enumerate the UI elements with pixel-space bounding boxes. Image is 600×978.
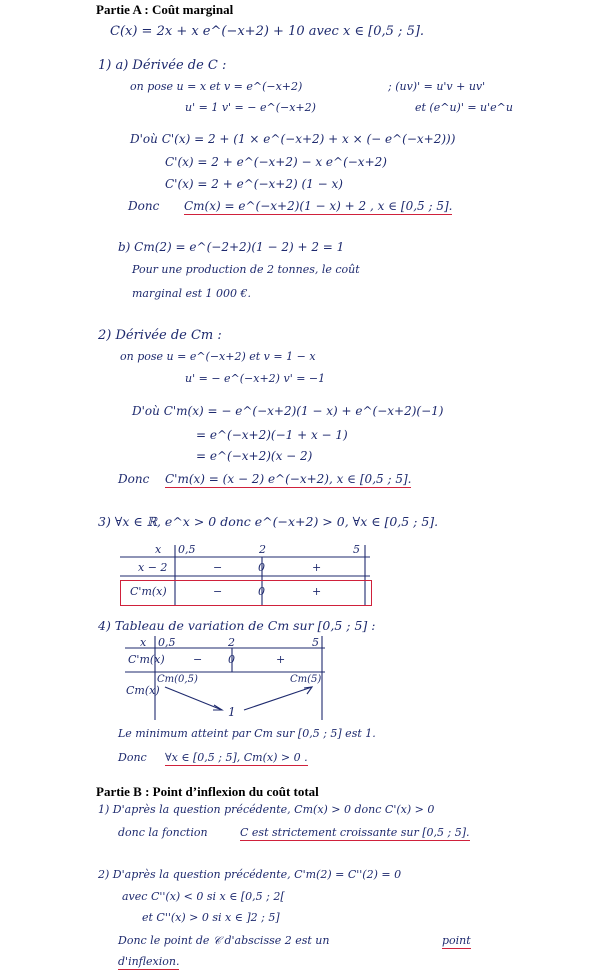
q3-text: 3) ∀x ∈ ℝ, e^x > 0 donc e^(−x+2) > 0, ∀x ∈ [0,5 ; 5]. [98, 514, 439, 529]
q2-pose-2: u' = − e^(−x+2) v' = −1 [185, 372, 326, 385]
q1a-conclusion-prefix: Donc [128, 199, 160, 213]
q2-pose-1: on pose u = e^(−x+2) et v = 1 − x [120, 350, 316, 363]
variation-table-func-label: Cm(x) [126, 684, 160, 697]
b2-line-5: d'inflexion. [118, 955, 180, 968]
b2-line-2: avec C''(x) < 0 si x ∈ [0,5 ; 2[ [122, 890, 285, 903]
q1b-calculation: b) Cm(2) = e^(−2+2)(1 − 2) + 2 = 1 [118, 240, 345, 254]
variation-table-min-value: 1 [228, 705, 236, 719]
part-b-title: Partie B : Point d’inflexion du coût total [96, 784, 319, 799]
sign-table-x-mid: 2 [259, 543, 266, 556]
variation-table-sign-pos: + [276, 653, 286, 666]
b1-line-2: C est strictement croissante sur [0,5 ; 5]. [240, 826, 470, 839]
b1-line-1: 1) D'après la question précédente, Cm(x) > 0 donc C'(x) > 0 [98, 803, 435, 816]
variation-table-x-mid: 2 [228, 636, 235, 649]
q1a-exp-rule: et (e^u)' = u'e^u [415, 101, 513, 114]
sign-table-x-end: 5 [353, 543, 360, 556]
q1a-heading: 1) a) Dérivée de C : [98, 58, 227, 73]
q1b-text-2: marginal est 1 000 €. [132, 287, 252, 300]
sign-table-row2-label: C'm(x) [130, 585, 167, 598]
q1a-conclusion: Cm(x) = e^(−x+2)(1 − x) + 2 , x ∈ [0,5 ; 5]. [184, 199, 453, 213]
sign-table-row2-zero: 0 [258, 585, 265, 598]
part-a-title: Partie A : Coût marginal [96, 2, 234, 17]
q1a-derivation-1: D'où C'(x) = 2 + (1 × e^(−x+2) + x × (− e^(−x+2))) [130, 132, 456, 146]
variation-table-zero: 0 [228, 653, 235, 666]
q2-conclusion-prefix: Donc [118, 472, 150, 486]
variation-table-right-value: Cm(5) [290, 674, 322, 685]
q2-derivation-2: = e^(−x+2)(−1 + x − 1) [196, 428, 348, 442]
q1b-text-1: Pour une production de 2 tonnes, le coût [132, 263, 360, 276]
variation-table-x-start: 0,5 [158, 636, 176, 649]
variation-table-deriv-label: C'm(x) [128, 653, 165, 666]
variation-table-x-end: 5 [312, 636, 319, 649]
sign-table-row2-sign-pos: + [312, 585, 322, 598]
b2-line-4-prefix: Donc le point de 𝒞 d'abscisse 2 est un [118, 934, 330, 947]
q2-conclusion: C'm(x) = (x − 2) e^(−x+2), x ∈ [0,5 ; 5]. [165, 472, 412, 486]
b2-line-3: et C''(x) > 0 si x ∈ ]2 ; 5] [142, 911, 280, 924]
q1a-pose-2: u' = 1 v' = − e^(−x+2) [185, 101, 316, 114]
sign-table-row1-sign-neg: − [213, 561, 223, 574]
sign-table-x-label: x [155, 543, 162, 556]
q1a-derivation-2: C'(x) = 2 + e^(−x+2) − x e^(−x+2) [165, 155, 387, 169]
function-definition: C(x) = 2x + x e^(−x+2) + 10 avec x ∈ [0,5 ; 5]. [110, 24, 425, 39]
q2-heading: 2) Dérivée de Cm : [98, 328, 222, 343]
q1a-derivation-3: C'(x) = 2 + e^(−x+2) (1 − x) [165, 177, 343, 191]
q1a-product-rule: ; (uv)' = u'v + uv' [388, 80, 486, 93]
q4-conclusion-2-prefix: Donc [118, 751, 147, 764]
b2-line-4-highlight: point [442, 934, 471, 947]
variation-table-left-value: Cm(0,5) [157, 674, 198, 685]
variation-table-x-label: x [140, 636, 147, 649]
q4-conclusion-1: Le minimum atteint par Cm sur [0,5 ; 5] est 1. [118, 727, 376, 740]
sign-table-row1-sign-pos: + [312, 561, 322, 574]
q4-conclusion-2: ∀x ∈ [0,5 ; 5], Cm(x) > 0 . [165, 751, 308, 764]
q2-derivation-3: = e^(−x+2)(x − 2) [196, 449, 313, 463]
q2-derivation-1: D'où C'm(x) = − e^(−x+2)(1 − x) + e^(−x+2)(−1) [132, 404, 444, 418]
sign-table-row2-sign-neg: − [213, 585, 223, 598]
sign-table-x-start: 0,5 [178, 543, 196, 556]
q1a-pose-1: on pose u = x et v = e^(−x+2) [130, 80, 303, 93]
b1-line-2-prefix: donc la fonction [118, 826, 208, 839]
b2-line-1: 2) D'après la question précédente, C'm(2) = C''(2) = 0 [98, 868, 402, 881]
sign-table-row1-label: x − 2 [138, 561, 168, 574]
q4-heading: 4) Tableau de variation de Cm sur [0,5 ; 5] : [98, 618, 376, 633]
variation-table-sign-neg: − [193, 653, 203, 666]
sign-table-row1-zero: 0 [258, 561, 265, 574]
